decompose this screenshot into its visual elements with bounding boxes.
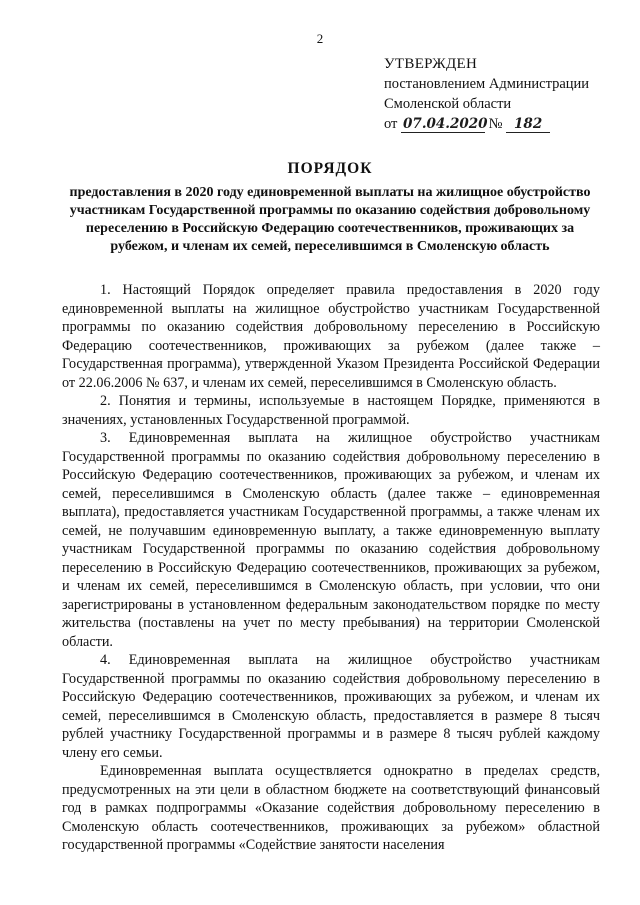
handwritten-date: 07.04.2020 <box>403 116 488 132</box>
title-subtitle: предоставления в 2020 году единовременной выплаты на жилищное обустройство участникам Государственной программы по оказанию содействия добровольному переселению в Российскую Федерацию соотечественников, проживающих за рубежом, и членам их семей, переселившимся в Смоленскую область <box>69 185 591 254</box>
number-prefix: № <box>488 116 503 132</box>
paragraph-4: 4. Единовременная выплата на жилищное обустройство участникам Государственной программы по оказанию содействия добровольному переселению в Российскую Федерацию соотечественников, проживающих за рубежом, и членам их семей, переселившимся в Смоленскую область, предоставляется в размере 8 тысяч рублей участнику Государственной программы и в размере 8 тысяч рублей каждому члену его семьи. <box>62 652 600 761</box>
approval-date-line <box>384 114 624 134</box>
page-number: 2 <box>316 31 324 46</box>
paragraph-5: Единовременная выплата осуществляется однократно в пределах средств, предусмотренных на эти цели в областном бюджете на соответствующий финансовый год в рамках подпрограммы «Оказание содействия добровольному переселению в Смоленскую область соотечественников, проживающих за рубежом» областной государственной программы «Содействие занятости населения <box>62 763 600 853</box>
paragraph-1: 1. Настоящий Порядок определяет правила предоставления в 2020 году единовременной выплаты на жилищное обустройство участникам Государственной программы по оказанию содействия добровольному переселению в Российскую Федерацию соотечественников, проживающих за рубежом (далее также – Государственная программа), утвержденной Указом Президента Российской Федерации от 22.06.2006 № 637, и членам их семей, переселившимся в Смоленскую область. <box>62 282 600 391</box>
approval-stamp <box>384 54 624 134</box>
document-title <box>60 160 600 256</box>
document-body <box>62 281 600 855</box>
title-main: ПОРЯДОК <box>287 160 373 177</box>
approval-line-1: постановлением Администрации <box>384 76 590 92</box>
handwritten-number: 182 <box>506 117 550 133</box>
approval-line-2: Смоленской области <box>384 96 512 112</box>
paragraph-3: 3. Единовременная выплата на жилищное обустройство участникам Государственной программы по оказанию содействия добровольному переселению в Российскую Федерацию соотечественников, проживающих за рубежом, и членам их семей, переселившимся в Смоленскую область (далее также – единовременная выплата), предоставляется участникам Государственной программы, а также членам их семей, не получавшим единовременную выплату, а также единовременную выплату участникам Государственной программы по оказанию содействия добровольному переселению в Российскую Федерацию соотечественников, проживающих за рубежом, и членам их семей, переселившимся в Смоленскую область, при условии, что они зарегистрированы в установленном федеральным законодательством порядке по месту жительства (поставлены на учет по месту пребывания) на территории Смоленской области. <box>62 430 600 650</box>
paragraph-2: 2. Понятия и термины, используемые в настоящем Порядке, применяются в значениях, установленных Государственной программой. <box>62 393 600 428</box>
approval-heading: УТВЕРЖДЕН <box>384 56 478 72</box>
date-prefix: от <box>384 116 398 132</box>
